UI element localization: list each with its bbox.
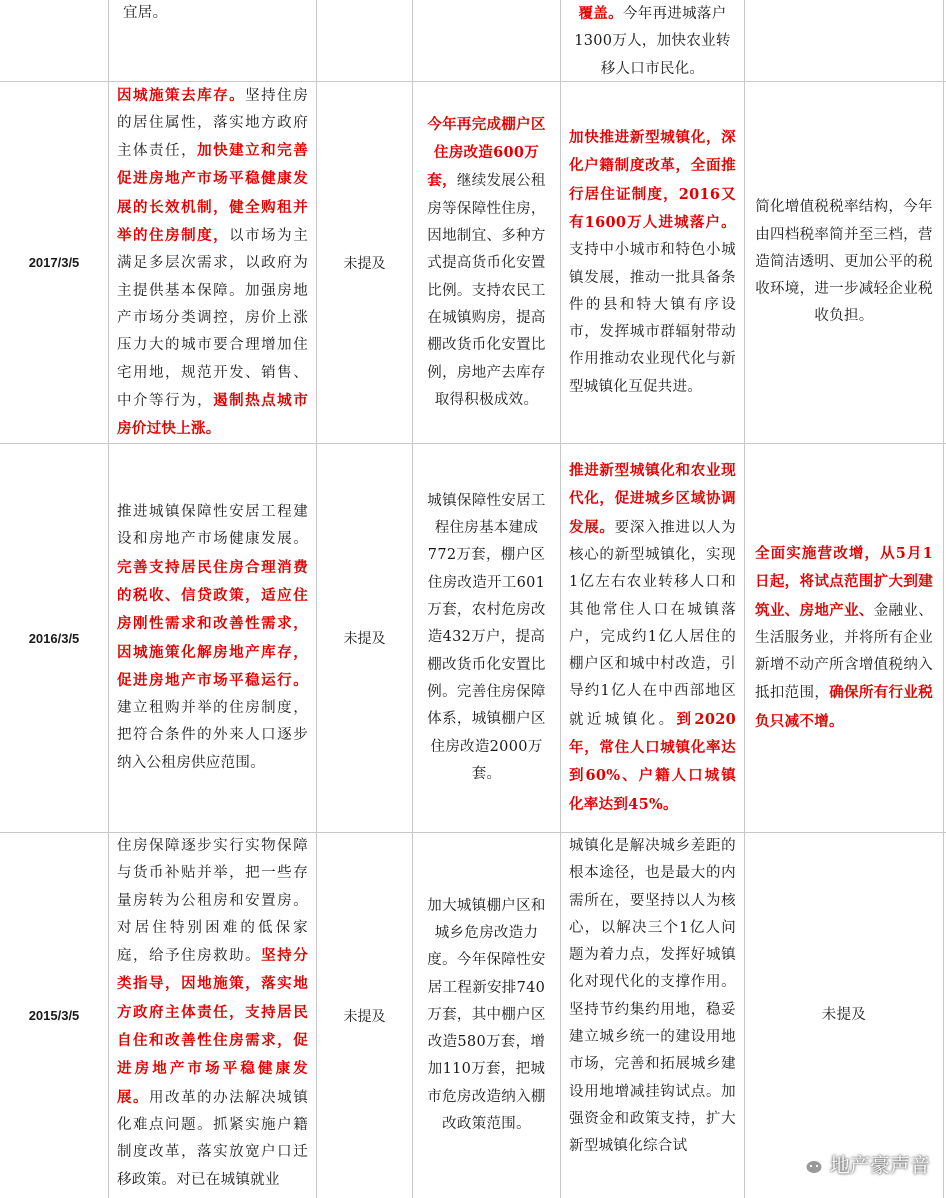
- housing-text: [117, 82, 308, 444]
- housing-text: [117, 833, 308, 1194]
- highlighted-text: 推进新型城镇化和农业现代化，促进城乡区域协调发展。: [569, 462, 736, 536]
- urbanization-text: [569, 124, 736, 401]
- body-text: 坚持住房的居住属性，落实地方政府主体责任，: [117, 87, 308, 160]
- table-row: [0, 82, 946, 443]
- mention-cell: [317, 82, 412, 443]
- body-text: 未提及: [821, 1006, 867, 1023]
- highlighted-text: 今年再完成棚户区住房改造600万套，: [427, 115, 546, 190]
- highlighted-text: 遏制热点城市房价过快上涨。: [117, 391, 308, 438]
- body-text: 继续发展公租房等保障性住房，因地制宜、多种方式提高货币化安置比例。支持农民工在城镇购房，提高棚改货币化安置比例，房地产去库存取得积极成效。: [427, 173, 546, 408]
- body-text: 支持中小城市和特色小城镇发展，推动一批具备条件的县和特大镇有序设市，发挥城市群辐射带动作用推动农业现代化与新型城镇化互促共进。: [569, 242, 736, 395]
- mention-cell: [317, 0, 412, 81]
- not-mentioned-label: 未提及: [343, 1008, 386, 1025]
- highlighted-text: 到2020年，常住人口城镇化率达到60%、户籍人口城镇化率达到45%。: [569, 710, 736, 813]
- shantytown-cell: [413, 444, 560, 832]
- body-text: 金融业、生活服务业，并将所有企业新增不动产所含增值税纳入抵扣范围，: [755, 602, 933, 702]
- body-text: 建立租购并举的住房制度，把符合条件的外来人口逐步纳入公租房供应范围。: [117, 700, 308, 771]
- watermark-text: 地产豪声音: [830, 1153, 930, 1177]
- housing-cell: [109, 0, 316, 81]
- shantytown-text: [425, 893, 548, 1139]
- tax-cell: [745, 82, 943, 443]
- highlighted-text: 因城施策去库存。: [117, 86, 246, 104]
- table-row: [0, 833, 946, 1198]
- highlighted-text: 加快建立和完善促进房地产市场平稳健康发展的长效机制，健全购租并举的住房制度，: [117, 142, 308, 245]
- tax-cell: [745, 444, 943, 832]
- date-cell: [0, 82, 108, 443]
- tax-text: [755, 194, 933, 330]
- date-label: 2015/3/5: [28, 1008, 80, 1023]
- body-text: 用改革的办法解决城镇化难点问题。抓紧实施户籍制度改革，落实放宽户口迁移政策。对已在城镇就业: [117, 1089, 309, 1188]
- urbanization-cell: [561, 82, 744, 443]
- body-text: 城镇保障性安居工程住房基本建成772万套，棚户区住房改造开工601万套，农村危房改造432万户，提高棚改货币化安置比例。完善住房保障体系，城镇棚户区住房改造2000万套。: [427, 492, 546, 782]
- body-text: 要深入推进以人为核心的新型城镇化，实现1亿左右农业转移人口和其他常住人口在城镇落户，完成约1亿人居住的棚户区和城中村改造，引导约1亿人在中西部地区就近城镇化。: [569, 519, 736, 728]
- highlighted-text: 坚持分类指导，因地施策，落实地方政府主体责任，支持居民自住和改善性住房需求，促进房地产市场平稳健康发展。: [117, 947, 308, 1106]
- housing-cell: [109, 833, 316, 1198]
- body-text: 宜居。: [123, 5, 168, 21]
- housing-text: [115, 0, 310, 27]
- housing-cell: [109, 82, 316, 443]
- tax-cell: [745, 833, 943, 1198]
- body-text: 城镇化是解决城乡差距的根本途径，也是最大的内需所在，要坚持以人为核心，以解决三个1亿人问题为着力点，发挥好城镇化对现代化的支撑作用。坚持节约集约用地，稳妥建立城乡统一的建设用地市场，完善和拓展城乡建设用地增减挂钩试点。加强资金和政策支持，扩大新型城镇化综合试: [569, 838, 736, 1155]
- body-text: 推进城镇保障性安居工程建设和房地产市场健康发展。: [117, 504, 308, 548]
- date-label: 2017/3/5: [28, 255, 80, 270]
- highlighted-text: 确保所有行业税负只减不增。: [755, 684, 933, 730]
- shantytown-cell: [413, 82, 560, 443]
- watermark: [794, 1149, 930, 1178]
- urbanization-cell: [561, 833, 744, 1198]
- highlighted-text: 覆盖。: [578, 5, 623, 22]
- housing-text: [117, 499, 308, 777]
- urbanization-cell: [561, 444, 744, 832]
- body-text: 简化增值税税率结构，今年由四档税率简并至三档，营造简洁透明、更加公平的税收环境，进一步减轻企业税收负担。: [755, 199, 933, 325]
- mention-cell: [317, 833, 412, 1198]
- not-mentioned-label: 未提及: [343, 631, 386, 647]
- body-text: 今年再进城落户1300万人，加快农业转移人口市民化。: [574, 6, 731, 77]
- urbanization-text: [567, 0, 738, 83]
- highlighted-text: 完善支持居民住房合理消费的税收、信贷政策，适应住房刚性需求和改善性需求，因城施策化解房地产库存，促进房地产市场平稳运行。: [117, 558, 308, 689]
- date-cell: [0, 833, 108, 1198]
- mention-cell: [317, 444, 412, 832]
- body-text: 住房保障逐步实行实物保障与货币补贴并举，把一些存量房转为公租房和安置房。对居住特别困难的低保家庭，给予住房救助。: [117, 838, 308, 965]
- date-label: 2016/3/5: [28, 630, 80, 646]
- tax-text: [751, 1002, 937, 1029]
- body-text: 加大城镇棚户区和城乡危房改造力度。今年保障性安居工程新安排740万套，其中棚户区改造580万套，增加110万套，把城市危房改造纳入棚改政策范围。: [427, 897, 546, 1133]
- not-mentioned-label: 未提及: [343, 255, 386, 272]
- highlighted-text: 全面实施营改增，从5月1日起，将试点范围扩大到建筑业、房地产业、: [755, 544, 933, 619]
- housing-cell: [109, 444, 316, 832]
- shantytown-text: [425, 488, 548, 788]
- body-text: 以市场为主满足多层次需求，以政府为主提供基本保障。加强房地产市场分类调控，房价上涨压力大的城市要合理增加住宅用地，规范开发、销售、中介等行为，: [117, 228, 308, 409]
- urbanization-text: [569, 833, 736, 1161]
- highlighted-text: 加快推进新型城镇化，深化户籍制度改革，全面推行居住证制度，2016又有1600万人进城落户。: [569, 129, 736, 231]
- tax-cell: [745, 0, 943, 81]
- urbanization-text: [569, 457, 736, 819]
- wechat-icon: [794, 1152, 824, 1176]
- shantytown-cell: [413, 0, 560, 81]
- table-row: [0, 444, 946, 832]
- tax-text: [755, 540, 933, 736]
- shantytown-cell: [413, 833, 560, 1198]
- date-cell: [0, 0, 108, 81]
- urbanization-cell: [561, 0, 744, 81]
- shantytown-text: [425, 111, 548, 414]
- table-row: [0, 0, 946, 81]
- date-cell: [0, 444, 108, 832]
